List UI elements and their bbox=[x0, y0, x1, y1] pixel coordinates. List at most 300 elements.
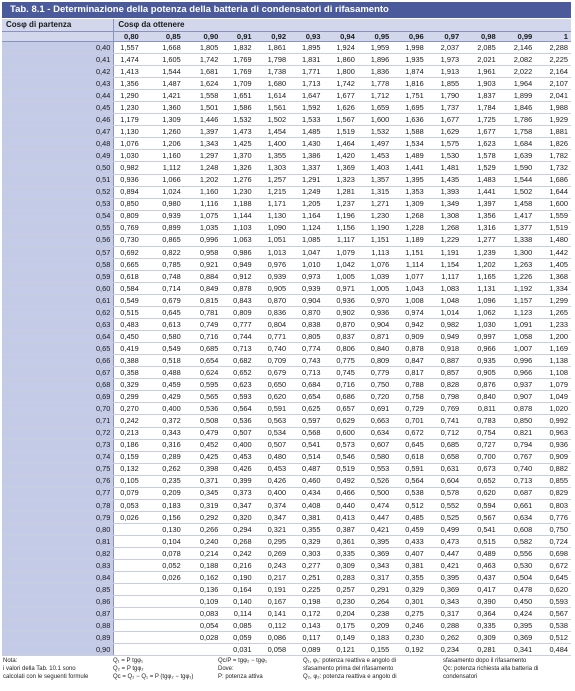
table-cell: 1,544 bbox=[142, 66, 184, 78]
row-label: 0,57 bbox=[2, 246, 114, 258]
table-row bbox=[2, 463, 571, 475]
table-cell: 0,536 bbox=[184, 403, 222, 415]
table-cell: 1,519 bbox=[323, 126, 357, 138]
table-cell: 0,381 bbox=[289, 511, 323, 523]
table-cell: 0,504 bbox=[499, 572, 536, 584]
table-cell: 0,949 bbox=[221, 258, 254, 270]
table-cell: 0,709 bbox=[255, 355, 289, 367]
table-cell: 1,263 bbox=[499, 258, 536, 270]
table-cell: 0,673 bbox=[462, 463, 499, 475]
table-cell: 1,230 bbox=[221, 186, 254, 198]
table-cell: 0,591 bbox=[255, 403, 289, 415]
table-cell: 0,225 bbox=[289, 584, 323, 596]
table-cell: 1,249 bbox=[289, 186, 323, 198]
table-cell: 0,593 bbox=[221, 391, 254, 403]
row-label: 0,87 bbox=[2, 608, 114, 620]
table-cell: 0,281 bbox=[462, 644, 499, 656]
empty-cell bbox=[142, 596, 184, 608]
table-cell: 0,335 bbox=[462, 620, 499, 632]
table-cell: 0,283 bbox=[323, 572, 357, 584]
empty-cell bbox=[114, 523, 142, 535]
table-cell: 1,355 bbox=[255, 150, 289, 162]
table-cell: 1,742 bbox=[323, 78, 357, 90]
table-cell: 1,393 bbox=[427, 186, 462, 198]
table-cell: 0,939 bbox=[255, 270, 289, 282]
table-cell: 0,450 bbox=[114, 331, 142, 343]
table-cell: 0,982 bbox=[114, 162, 142, 174]
table-cell: 0,474 bbox=[358, 499, 392, 511]
table-cell: 1,300 bbox=[499, 246, 536, 258]
table-cell: 0,836 bbox=[255, 307, 289, 319]
table-cell: 1,855 bbox=[427, 78, 462, 90]
table-cell: 0,433 bbox=[392, 535, 426, 547]
table-cell: 1,386 bbox=[289, 150, 323, 162]
table-cell: 1,291 bbox=[289, 174, 323, 186]
table-cell: 1,489 bbox=[392, 150, 426, 162]
table-cell: 1,377 bbox=[499, 222, 536, 234]
table-cell: 0,804 bbox=[255, 319, 289, 331]
table-cell: 0,507 bbox=[255, 439, 289, 451]
table-cell: 1,533 bbox=[289, 114, 323, 126]
table-cell: 0,264 bbox=[358, 596, 392, 608]
table-cell: 1,816 bbox=[392, 78, 426, 90]
row-label: 0,50 bbox=[2, 162, 114, 174]
table-cell: 1,924 bbox=[323, 42, 357, 54]
table-cell: 0,743 bbox=[289, 355, 323, 367]
table-cell: 0,466 bbox=[323, 487, 357, 499]
table-cell: 0,429 bbox=[142, 391, 184, 403]
table-cell: 0,388 bbox=[114, 355, 142, 367]
table-cell: 1,091 bbox=[499, 319, 536, 331]
table-cell: 1,276 bbox=[221, 174, 254, 186]
table-cell: 0,850 bbox=[499, 415, 536, 427]
table-cell: 1,629 bbox=[427, 126, 462, 138]
table-cell: 0,918 bbox=[427, 343, 462, 355]
table-cell: 0,876 bbox=[462, 379, 499, 391]
column-value: 0,85 bbox=[142, 32, 184, 42]
table-cell: 0,058 bbox=[255, 644, 289, 656]
table-cell: 0,130 bbox=[142, 523, 184, 535]
table-cell: 0,167 bbox=[255, 596, 289, 608]
row-label: 0,89 bbox=[2, 632, 114, 644]
table-cell: 0,870 bbox=[289, 307, 323, 319]
table-cell: 1,290 bbox=[114, 90, 142, 102]
table-cell: 0,679 bbox=[255, 367, 289, 379]
table-cell: 1,647 bbox=[289, 90, 323, 102]
note-line: i valori della Tab. 10.1 sono bbox=[3, 666, 76, 672]
table-cell: 0,829 bbox=[535, 487, 571, 499]
row-label: 0,40 bbox=[2, 42, 114, 54]
table-cell: 0,698 bbox=[535, 547, 571, 559]
table-row bbox=[2, 222, 571, 234]
table-cell: 1,179 bbox=[114, 114, 142, 126]
table-cell: 0,713 bbox=[499, 475, 536, 487]
note-col-1 bbox=[3, 657, 88, 681]
table-cell: 0,400 bbox=[255, 487, 289, 499]
table-cell: 1,039 bbox=[358, 270, 392, 282]
column-value: 1 bbox=[535, 32, 571, 42]
table-cell: 1,961 bbox=[462, 66, 499, 78]
table-cell: 1,430 bbox=[289, 138, 323, 150]
table-row bbox=[2, 427, 571, 439]
table-cell: 0,525 bbox=[427, 511, 462, 523]
table-cell: 1,790 bbox=[427, 90, 462, 102]
table-cell: 0,204 bbox=[323, 608, 357, 620]
table-cell: 0,447 bbox=[427, 547, 462, 559]
table-cell: 0,777 bbox=[221, 319, 254, 331]
table-cell: 0,806 bbox=[323, 343, 357, 355]
table-row bbox=[2, 198, 571, 210]
table-cell: 0,685 bbox=[184, 343, 222, 355]
table-cell: 0,822 bbox=[142, 246, 184, 258]
table-cell: 0,840 bbox=[462, 391, 499, 403]
table-cell: 0,209 bbox=[142, 487, 184, 499]
table-cell: 1,308 bbox=[427, 210, 462, 222]
table-cell: 1,557 bbox=[114, 42, 142, 54]
table-cell: 0,347 bbox=[221, 499, 254, 511]
table-cell: 0,650 bbox=[255, 379, 289, 391]
table-cell: 1,189 bbox=[392, 234, 426, 246]
table-cell: 1,713 bbox=[289, 78, 323, 90]
table-cell: 0,345 bbox=[184, 487, 222, 499]
table-cell: 0,054 bbox=[184, 620, 222, 632]
table-cell: 0,966 bbox=[499, 367, 536, 379]
table-cell: 2,022 bbox=[499, 66, 536, 78]
table-cell: 0,230 bbox=[323, 596, 357, 608]
table-cell: 2,082 bbox=[499, 54, 536, 66]
table-cell: 0,031 bbox=[221, 644, 254, 656]
table-cell: 1,769 bbox=[221, 54, 254, 66]
table-row bbox=[2, 379, 571, 391]
table-cell: 1,229 bbox=[427, 234, 462, 246]
table-cell: 0,663 bbox=[358, 415, 392, 427]
table-cell: 0,183 bbox=[142, 499, 184, 511]
table-cell: 1,370 bbox=[221, 150, 254, 162]
table-cell: 0,811 bbox=[462, 403, 499, 415]
table-cell: 1,600 bbox=[535, 198, 571, 210]
table-cell: 0,750 bbox=[358, 379, 392, 391]
row-label: 0,80 bbox=[2, 523, 114, 535]
table-cell: 0,724 bbox=[535, 535, 571, 547]
table-cell: 0,400 bbox=[221, 439, 254, 451]
table-cell: 1,532 bbox=[358, 126, 392, 138]
table-cell: 1,624 bbox=[184, 78, 222, 90]
table-cell: 1,578 bbox=[462, 150, 499, 162]
table-cell: 0,488 bbox=[142, 367, 184, 379]
column-header: Cosφ da ottenere bbox=[114, 19, 571, 32]
row-label: 0,67 bbox=[2, 367, 114, 379]
table-cell: 0,618 bbox=[114, 270, 142, 282]
table-cell: 1,338 bbox=[499, 234, 536, 246]
table-cell: 1,738 bbox=[255, 66, 289, 78]
empty-cell bbox=[114, 620, 142, 632]
table-cell: 1,113 bbox=[358, 246, 392, 258]
table-cell: 0,870 bbox=[255, 294, 289, 306]
table-cell: 1,441 bbox=[462, 186, 499, 198]
empty-cell bbox=[142, 644, 184, 656]
table-cell: 1,769 bbox=[221, 66, 254, 78]
empty-cell bbox=[142, 620, 184, 632]
table-cell: 0,515 bbox=[114, 307, 142, 319]
table-cell: 0,623 bbox=[221, 379, 254, 391]
empty-cell bbox=[142, 632, 184, 644]
table-cell: 0,679 bbox=[142, 294, 184, 306]
table-cell: 1,066 bbox=[142, 174, 184, 186]
table-cell: 0,364 bbox=[462, 608, 499, 620]
table-cell: 0,758 bbox=[392, 391, 426, 403]
table-cell: 0,186 bbox=[114, 439, 142, 451]
empty-cell bbox=[114, 535, 142, 547]
table-cell: 0,538 bbox=[535, 620, 571, 632]
table-cell: 1,077 bbox=[392, 270, 426, 282]
table-cell: 1,771 bbox=[289, 66, 323, 78]
table-cell: 1,988 bbox=[535, 102, 571, 114]
table-cell: 0,672 bbox=[535, 560, 571, 572]
table-cell: 1,973 bbox=[427, 54, 462, 66]
table-cell: 1,832 bbox=[221, 42, 254, 54]
table-cell: 1,116 bbox=[184, 198, 222, 210]
table-cell: 1,049 bbox=[535, 391, 571, 403]
table-cell: 0,343 bbox=[142, 427, 184, 439]
table-cell: 1,559 bbox=[535, 210, 571, 222]
table-cell: 1,405 bbox=[535, 258, 571, 270]
table-cell: 0,452 bbox=[184, 439, 222, 451]
column-value: 0,97 bbox=[427, 32, 462, 42]
table-row bbox=[2, 54, 571, 66]
table-cell: 0,288 bbox=[427, 620, 462, 632]
table-cell: 0,658 bbox=[427, 451, 462, 463]
table-cell: 0,740 bbox=[255, 343, 289, 355]
table-cell: 1,395 bbox=[392, 174, 426, 186]
row-label: 0,47 bbox=[2, 126, 114, 138]
table-cell: 0,434 bbox=[289, 487, 323, 499]
table-cell: 1,590 bbox=[499, 162, 536, 174]
table-row bbox=[2, 535, 571, 547]
table-cell: 1,154 bbox=[427, 258, 462, 270]
table-cell: 1,114 bbox=[392, 258, 426, 270]
table-cell: 0,164 bbox=[221, 584, 254, 596]
table-cell: 0,740 bbox=[499, 463, 536, 475]
table-cell: 1,623 bbox=[462, 138, 499, 150]
table-cell: 1,316 bbox=[462, 222, 499, 234]
table-cell: 0,450 bbox=[499, 596, 536, 608]
table-cell: 1,228 bbox=[392, 222, 426, 234]
column-value: 0,94 bbox=[323, 32, 357, 42]
table-cell: 1,935 bbox=[392, 54, 426, 66]
table-cell: 0,809 bbox=[358, 355, 392, 367]
table-cell: 2,107 bbox=[535, 78, 571, 90]
row-label: 0,53 bbox=[2, 198, 114, 210]
table-cell: 1,124 bbox=[289, 222, 323, 234]
table-cell: 0,269 bbox=[255, 547, 289, 559]
header-row bbox=[2, 19, 571, 32]
table-cell: 1,605 bbox=[142, 54, 184, 66]
table-cell: 0,580 bbox=[358, 451, 392, 463]
table-cell: 0,828 bbox=[427, 379, 462, 391]
row-label: 0,73 bbox=[2, 439, 114, 451]
table-cell: 1,079 bbox=[323, 246, 357, 258]
table-cell: 0,713 bbox=[221, 343, 254, 355]
row-label: 0,66 bbox=[2, 355, 114, 367]
table-cell: 1,636 bbox=[392, 114, 426, 126]
table-cell: 2,288 bbox=[535, 42, 571, 54]
table-cell: 0,028 bbox=[184, 632, 222, 644]
table-cell: 0,485 bbox=[392, 511, 426, 523]
table-cell: 0,618 bbox=[392, 451, 426, 463]
table-cell: 0,973 bbox=[289, 270, 323, 282]
table-row bbox=[2, 162, 571, 174]
table-row bbox=[2, 487, 571, 499]
table-cell: 1,205 bbox=[289, 198, 323, 210]
row-label: 0,82 bbox=[2, 547, 114, 559]
table-cell: 1,271 bbox=[358, 198, 392, 210]
table-cell: 0,295 bbox=[255, 535, 289, 547]
table-cell: 0,582 bbox=[499, 535, 536, 547]
table-cell: 0,593 bbox=[535, 596, 571, 608]
table-cell: 0,175 bbox=[323, 620, 357, 632]
table-cell: 1,600 bbox=[358, 114, 392, 126]
table-cell: 0,483 bbox=[114, 319, 142, 331]
table-row bbox=[2, 523, 571, 535]
table-cell: 1,530 bbox=[427, 150, 462, 162]
table-cell: 0,343 bbox=[358, 560, 392, 572]
table-cell: 1,337 bbox=[289, 162, 323, 174]
table-cell: 0,788 bbox=[392, 379, 426, 391]
table-cell: 0,484 bbox=[535, 644, 571, 656]
table-cell: 0,541 bbox=[462, 523, 499, 535]
table-cell: 0,986 bbox=[221, 246, 254, 258]
table-cell: 1,343 bbox=[184, 138, 222, 150]
table-cell: 1,010 bbox=[289, 258, 323, 270]
table-cell: 0,976 bbox=[255, 258, 289, 270]
table-cell: 0,141 bbox=[255, 608, 289, 620]
table-cell: 1,502 bbox=[499, 186, 536, 198]
row-label: 0,61 bbox=[2, 294, 114, 306]
table-cell: 0,319 bbox=[184, 499, 222, 511]
table-cell: 0,355 bbox=[289, 523, 323, 535]
table-cell: 1,248 bbox=[184, 162, 222, 174]
table-cell: 1,501 bbox=[184, 102, 222, 114]
table-cell: 0,159 bbox=[114, 451, 142, 463]
table-cell: 0,140 bbox=[221, 596, 254, 608]
table-row bbox=[2, 355, 571, 367]
note-line: Qᴄ: potenza richiesta alla batteria di bbox=[443, 666, 539, 672]
table-row bbox=[2, 174, 571, 186]
table-cell: 0,798 bbox=[427, 391, 462, 403]
table-cell: 0,191 bbox=[255, 584, 289, 596]
table-cell: 0,716 bbox=[323, 379, 357, 391]
table-cell: 0,499 bbox=[427, 523, 462, 535]
table-cell: 1,964 bbox=[499, 78, 536, 90]
note-line: sfasamento dopo il rifasamento bbox=[443, 658, 527, 664]
table-title: Tab. 8.1 - Determinazione della potenza della batteria di condensatori di rifasamento bbox=[2, 2, 571, 18]
table-cell: 0,243 bbox=[255, 560, 289, 572]
table-cell: 1,051 bbox=[255, 234, 289, 246]
empty-cell bbox=[114, 584, 142, 596]
row-label: 0,85 bbox=[2, 584, 114, 596]
table-cell: 0,335 bbox=[323, 547, 357, 559]
table-cell: 0,162 bbox=[184, 572, 222, 584]
table-cell: 1,586 bbox=[221, 102, 254, 114]
table-cell: 1,030 bbox=[462, 319, 499, 331]
table-cell: 0,512 bbox=[392, 499, 426, 511]
table-cell: 0,620 bbox=[255, 391, 289, 403]
table-cell: 0,847 bbox=[392, 355, 426, 367]
table-row bbox=[2, 331, 571, 343]
table-cell: 0,453 bbox=[221, 451, 254, 463]
capacitor-table bbox=[2, 19, 571, 656]
row-label: 0,64 bbox=[2, 331, 114, 343]
row-label: 0,74 bbox=[2, 451, 114, 463]
table-cell: 2,164 bbox=[535, 66, 571, 78]
table-cell: 1,103 bbox=[221, 222, 254, 234]
table-cell: 0,997 bbox=[462, 331, 499, 343]
column-value: 0,91 bbox=[221, 32, 254, 42]
table-cell: 1,230 bbox=[114, 102, 142, 114]
table-cell: 1,226 bbox=[499, 270, 536, 282]
table-cell: 1,014 bbox=[427, 307, 462, 319]
table-cell: 1,157 bbox=[499, 294, 536, 306]
row-label: 0,76 bbox=[2, 475, 114, 487]
table-cell: 0,553 bbox=[358, 463, 392, 475]
table-cell: 0,840 bbox=[358, 343, 392, 355]
row-label: 0,46 bbox=[2, 114, 114, 126]
table-cell: 1,075 bbox=[184, 210, 222, 222]
table-cell: 0,291 bbox=[358, 584, 392, 596]
table-cell: 1,831 bbox=[289, 54, 323, 66]
table-row bbox=[2, 608, 571, 620]
table-cell: 0,996 bbox=[184, 234, 222, 246]
note-line: condensatori bbox=[443, 674, 478, 680]
table-cell: 1,062 bbox=[462, 307, 499, 319]
table-cell: 0,424 bbox=[499, 608, 536, 620]
table-cell: 0,882 bbox=[535, 463, 571, 475]
table-cell: 2,146 bbox=[499, 42, 536, 54]
table-cell: 0,549 bbox=[142, 343, 184, 355]
table-cell: 1,464 bbox=[323, 138, 357, 150]
table-cell: 0,172 bbox=[289, 608, 323, 620]
table-cell: 0,369 bbox=[427, 584, 462, 596]
table-cell: 0,270 bbox=[114, 403, 142, 415]
table-cell: 1,626 bbox=[323, 102, 357, 114]
table-cell: 0,909 bbox=[392, 331, 426, 343]
table-cell: 0,748 bbox=[142, 270, 184, 282]
table-cell: 0,730 bbox=[114, 234, 142, 246]
table-cell: 0,700 bbox=[462, 451, 499, 463]
table-cell: 1,639 bbox=[499, 150, 536, 162]
table-cell: 0,936 bbox=[323, 294, 357, 306]
table-cell: 0,299 bbox=[114, 391, 142, 403]
table-cell: 0,805 bbox=[289, 331, 323, 343]
table-cell: 0,837 bbox=[323, 331, 357, 343]
table-cell: 0,114 bbox=[221, 608, 254, 620]
table-row bbox=[2, 234, 571, 246]
table-cell: 0,578 bbox=[427, 487, 462, 499]
table-cell: 0,262 bbox=[427, 632, 462, 644]
table-cell: 1,035 bbox=[184, 222, 222, 234]
table-cell: 0,143 bbox=[289, 620, 323, 632]
table-cell: 0,085 bbox=[221, 620, 254, 632]
table-cell: 1,442 bbox=[535, 246, 571, 258]
table-cell: 0,564 bbox=[392, 475, 426, 487]
table-cell: 1,260 bbox=[142, 126, 184, 138]
table-row bbox=[2, 572, 571, 584]
table-row bbox=[2, 644, 571, 656]
table-cell: 0,275 bbox=[392, 608, 426, 620]
table-row bbox=[2, 90, 571, 102]
table-cell: 1,529 bbox=[462, 162, 499, 174]
table-cell: 0,447 bbox=[358, 511, 392, 523]
